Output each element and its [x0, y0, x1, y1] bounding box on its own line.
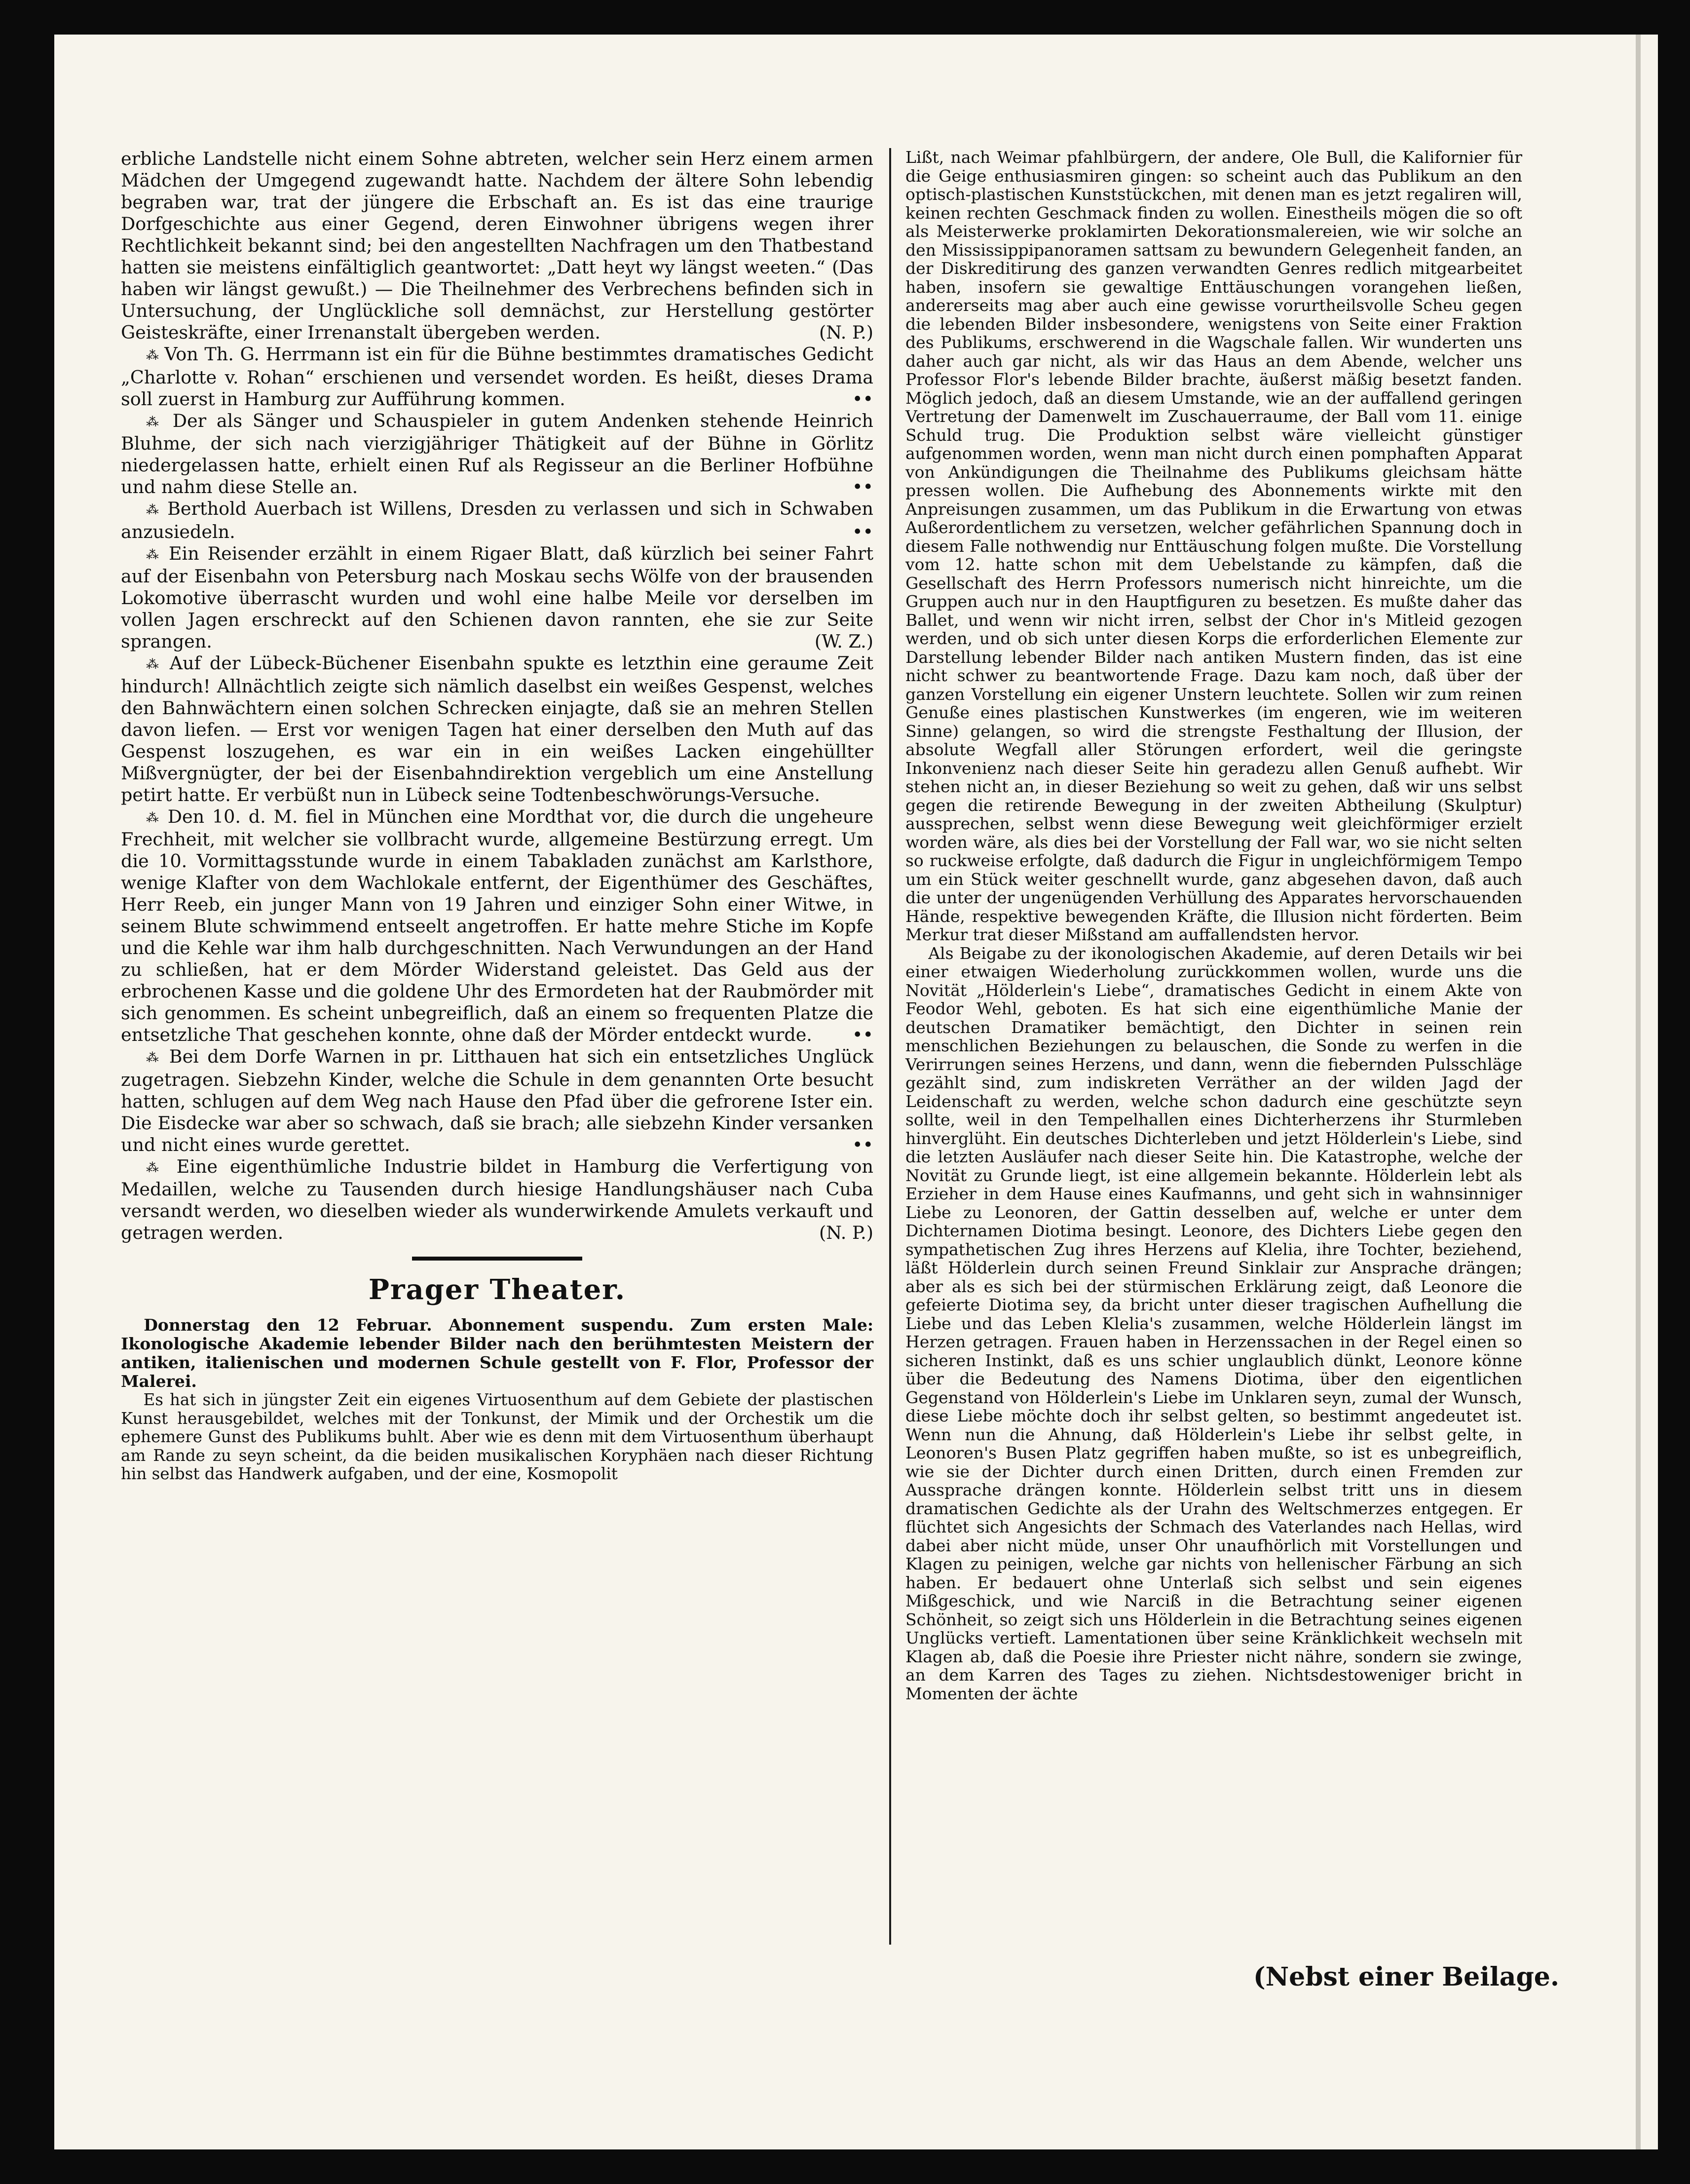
review-paragraph: Als Beigabe zu der ikonologischen Akademie, auf deren Details wir bei einer etwaigen Wiederholung zurückkommen wollen, wurde uns die Novität „Hölderlein's Liebe“, dramatisches Gedicht in einem Akte von Feodor Wehl, geboten. Es hat sich eine eigenthümliche Manie der deutschen Dramatiker bemächtigt, den Dichter in seinen rein menschlichen Beziehungen zu belauschen, die Sonde zu werfen in die Verirrungen seines Herzens, und dann, wenn die fiebernden Pulsschläge gezählt sind, zum indiskreten Verräther an der wilden Jagd der Leidenschaft zu werden, welche schon dadurch eine geschützte seyn sollte, weil in den Tempelhallen eines Dichterherzens ihr Sturmleben hinverglüht. Ein deutsches Dichterleben und jetzt Hölderlein's Liebe, sind die letzten Ausläufer nach dieser Seite hin. Die Katastrophe, welche der Novität zu Grunde liegt, ist eine allgemein bekannte. Hölderlein lebt als Erzieher in dem Hause eines Kaufmanns, und geht sich in wahnsinniger Liebe zu Leonoren, der Gattin desselben auf, welche er unter dem Dichternamen Diotima besingt. Leonore, des Dichters Liebe gegen den sympathetischen Zug ihres Herzens auf Klelia, ihre Tochter, beziehend, läßt Hölderlein durch seinen Freund Sinklair zur Ansprache drängen; aber als es sich bei der stürmischen Erklärung zeigt, daß Leonore die gefeierte Diotima sey, da bricht unter dieser tragischen Aufhellung die Liebe und das Leben Klelia's zusammen, welche Hölderlein längst im Herzen getragen. Frauen haben in Herzenssachen in der Regel einen so sicheren Instinkt, daß es uns schier unglaublich dünkt, Leonore könne über die Bedeutung des Namens Diotima, über den eigentlichen Gegenstand von Hölderlein's Liebe im Unklaren seyn, zumal der Wunsch, diese Liebe möchte doch ihr selbst gelten, so bestimmt angedeutet ist. Wenn nun die Ahnung, daß Hölderlein's Liebe ihr selbst gelte, in Leonoren's Busen Platz gegriffen haben mußte, so ist es unbegreiflich, wie sie der Dichter durch einen Dritten, durch einen Fremden zur Aussprache drängen konnte. Hölderlein selbst tritt uns in diesem dramatischen Gedichte als der Urahn des Weltschmerzes entgegen. Er flüchtet sich Angesichts der Schmach des Vaterlandes nach Hellas, wird dabei aber nicht müde, unser Ohr unaufhörlich mit Vorstellungen und Klagen zu peinigen, welche gar nichts von hellenischer Färbung an sich haben. Er bedauert ohne Unterlaß sich selbst und sein eigenes Mißgeschick, und wie Narciß in die Betrachtung seiner eigenen Schönheit, so zeigt sich uns Hölderlein in die Betrachtung seines eigenen Unglücks vertieft. Lamentationen über seine Kränklichkeit wechseln mit Klagen ab, daß die Poesie ihre Priester nicht nähre, sondern sie zwinge, an dem Karren des Tages zu ziehen. Nichtsdestoweniger bricht in Momenten der ächte	[905, 943, 1522, 1703]
left-column	[121, 148, 873, 1484]
scan-border-bottom	[0, 2149, 1690, 2184]
source-mark: (N. P.)	[819, 1222, 873, 1243]
scan-border-left	[0, 0, 54, 2184]
news-item	[121, 543, 873, 653]
asterism-icon: ⁂	[146, 657, 161, 672]
news-item-text: Von Th. G. Herrmann ist ein für die Bühne bestimmtes dramatisches Gedicht „Charlotte v. Rohan“ erschienen und versendet worden. Es heißt, dieses Drama soll zuerst in Hamburg zur Aufführung kommen.	[121, 344, 874, 410]
news-item-text: Bei dem Dorfe Warnen in pr. Litthauen hat sich ein entsetzliches Unglück zugetragen. Siebzehn Kinder, welche die Schule in dem genannten Orte besucht hatten, schlugen auf dem Weg nach Hause den Pfad über die gefrorene Ister ein. Die Eisdecke war aber so schwach, daß sie brach; alle siebzehn Kinder versanken und nicht eines wurde gerettet.	[121, 1046, 873, 1155]
news-item	[121, 498, 873, 543]
page-edge	[1636, 35, 1641, 2149]
section-divider	[412, 1257, 582, 1261]
source-mark: (W. Z.)	[814, 631, 873, 652]
news-item	[121, 652, 873, 806]
news-item	[121, 344, 873, 410]
asterism-icon: ⁂	[146, 1160, 164, 1175]
news-item-text: Ein Reisender erzählt in einem Rigaer Blatt, daß kürzlich bei seiner Fahrt auf der Eisenbahn von Petersburg nach Moskau sechs Wölfe von der brausenden Lokomotive überrascht wurden und wohl eine halbe Meile vor derselben im vollen Jagen erschreckt auf den Schienen davon rannten, ehe sie zur Seite sprangen.	[121, 542, 874, 652]
source-mark: ••	[852, 1024, 873, 1045]
news-item-text: Berthold Auerbach ist Willens, Dresden zu verlassen und sich in Schwaben anzusiedeln.	[121, 498, 874, 542]
asterism-icon: ⁂	[146, 810, 160, 825]
theater-body: Es hat sich in jüngster Zeit ein eigenes Virtuosenthum auf dem Gebiete der plastischen Kunst herausgebildet, welches mit der Tonkunst, der Mimik und der Orchestik um die ephemere Gunst des Publikums buhlt. Aber wie es denn mit dem Virtuosenthum überhaupt am Rande zu seyn scheint, da die beiden musikalischen Koryphäen nach dieser Richtung hin selbst das Handwerk aufgaben, und der eine, Kosmopolit	[121, 1390, 873, 1483]
continuation-text: erbliche Landstelle nicht einem Sohne abtreten, welcher sein Herz einem armen Mädchen der Umgegend zugewandt hatte. Nachdem der ältere Sohn lebendig begraben war, trat der jüngere die Erbschaft an. Es ist das eine traurige Dorfgeschichte aus einer Gegend, deren Einwohner übrigens wegen ihrer Rechtlichkeit bekannt sind; bei den angestellten Nachfragen um den Thatbestand hatten sie meistens einfältiglich geantwortet: „Datt heyt wy längst weeten.“ (Das haben wir längst gewußt.) — Die Theilnehmer des Verbrechens befinden sich in Untersuchung, der Unglückliche soll demnächst, zur Herstellung gestörter Geisteskräfte, einer Irrenanstalt übergeben werden.	[121, 148, 873, 343]
asterism-icon: ⁂	[146, 1050, 161, 1066]
asterism-icon: ⁂	[146, 348, 158, 363]
news-item	[121, 410, 873, 498]
source-mark: ••	[852, 388, 873, 410]
source-mark: ••	[852, 521, 873, 542]
asterism-icon: ⁂	[146, 502, 160, 518]
source-mark: (N. P.)	[819, 322, 873, 343]
column-rule	[889, 148, 891, 1945]
news-item	[121, 1046, 873, 1156]
continuation-paragraph	[121, 148, 873, 344]
source-mark: ••	[852, 1134, 873, 1155]
theater-headline: Prager Theater.	[368, 1273, 626, 1306]
news-item-text: Der als Sänger und Schauspieler in gutem Andenken stehende Heinrich Bluhme, der sich nach vierzigjähriger Thätigkeit auf der Bühne in Görlitz niedergelassen hatte, erhielt einen Ruf als Regisseur an die Berliner Hofbühne und nahm diese Stelle an.	[121, 410, 874, 498]
news-item-text: Den 10. d. M. fiel in München eine Mordthat vor, die durch die ungeheure Frechheit, mit welcher sie vollbracht wurde, allgemeine Bestürzung erregt. Um die 10. Vormittagsstunde wurde in einem Tabakladen zunächst am Karlsthore, wenige Klafter von dem Wachlokale entfernt, der Eigenthümer des Geschäftes, Herr Reeb, ein junger Mann von 19 Jahren und einziger Sohn einer Witwe, in seinem Blute schwimmend entseelt angetroffen. Er hatte mehre Stiche im Kopfe und die Kehle war ihm halb durchgeschnitten. Nach Verwundungen an der Hand zu schließen, hat er dem Mörder Widerstand geleistet. Das Geld aus der erbrochenen Kasse und die goldene Uhr des Ermordeten hat der Raubmörder mit sich genommen. Es scheint unbegreiflich, daß an einem so frequenten Platze die entsetzliche That geschehen konnte, ohne daß der Mörder entdeckt wurde.	[121, 805, 874, 1045]
news-item	[121, 1156, 873, 1244]
review-paragraph: Lißt, nach Weimar pfahlbürgern, der andere, Ole Bull, die Kalifornier für die Geige enthusiasmiren gingen: so scheint auch das Publikum an den optisch-plastischen Kunststückchen, mit denen man es jetzt regaliren will, keinen rechten Geschmack finden zu wollen. Einestheils mögen die so oft als Meisterwerke proklamirten Dekorationsmalereien, wie wir solche an den Mississippipanoramen sattsam zu bewundern Gelegenheit fanden, an der Diskreditirung des ganzen verwandten Genres redlich mitgearbeitet haben, insofern sie gewaltige Enttäuschungen vorangehen ließen, andererseits mag aber auch eine gewisse vorurtheilsvolle Scheu gegen die lebenden Bilder insbesondere, wenigstens von Seite einer Fraktion des Publikums, erschwerend in die Wagschale fallen. Wir wunderten uns daher auch gar nicht, als wir das Haus an dem Abende, welcher uns Professor Flor's lebende Bilder brachte, äußerst mäßig besetzt fanden. Möglich jedoch, daß an diesem Umstande, wie an der auffallend geringen Vertretung der Damenwelt im Zuschauerraume, der Ball vom 11. einige Schuld trug. Die Produktion selbst wäre vielleicht günstiger aufgenommen worden, wenn man nicht durch einen pomphaften Apparat von Ankündigungen die Theilnahme des Publikums gleichsam hätte pressen wollen. Die Aufhebung des Abonnements wirkte mit den Anpreisungen zusammen, um das Publikum in die Erwartung von etwas Außerordentlichem zu versetzen, welcher gefährlichen Spannung doch in diesem Falle nothwendig nur Enttäuschung folgen mußte. Die Vorstellung vom 12. hatte schon mit dem Uebelstande zu kämpfen, daß die Gesellschaft des Herrn Professors numerisch nicht hinreichte, um die Gruppen auch nur in den Hauptfiguren zu besetzen. Es mußte daher das Ballet, und wenn wir nicht irren, selbst der Chor in's Mitleid gezogen werden, und ob sich unter diesen Korps die erforderlichen Elemente zur Darstellung lebender Bilder nach antiken Mustern finden, das ist eine nicht schwer zu beantwortende Frage. Dazu kam noch, daß über der ganzen Vorstellung ein eigener Unstern leuchtete. Sollen wir zum reinen Genuße eines plastischen Kunstwerkes (im engeren, wie im weiteren Sinne) gelangen, so wird die strengste Festhaltung der Illusion, der absolute Wegfall aller Störungen erfordert, weil die geringste Inkonvenienz nach dieser Seite hin geradezu allen Genuß aufhebt. Wir stehen nicht an, in dieser Beziehung so weit zu gehen, daß wir uns selbst gegen die retirende Bewegung in der zweiten Abtheilung (Skulptur) aussprechen, selbst wenn diese Bewegung weit gleichförmiger erzielt worden wäre, als dies bei der Vorstellung der Fall war, wo sie nicht selten so ruckweise erfolgte, daß dadurch die Figur in ungleichförmigem Tempo um ein Stück weiter geschnellt wurde, ganz abgesehen davon, daß auch die unter der ungenügenden Verhüllung des Apparates hervorschauenden Hände, respektive bewegenden Kräfte, die Illusion nicht förderten. Beim Merkur trat dieser Mißstand am auffallendsten hervor.	[905, 148, 1522, 944]
asterism-icon: ⁂	[146, 547, 160, 562]
right-column	[905, 148, 1522, 1703]
supplement-note: (Nebst einer Beilage.	[1253, 1962, 1559, 1992]
source-mark: ••	[852, 476, 873, 498]
news-item-text: Auf der Lübeck-Büchener Eisenbahn spukte es letzthin eine geraume Zeit hindurch! Allnächtlich zeigte sich nämlich daselbst ein weißes Gespenst, welches den Bahnwächtern einen solchen Schrecken einjagte, daß sie an mehren Stellen davon liefen. — Erst vor wenigen Tagen hat einer derselben den Muth auf das Gespenst loszugehen, es war ein in ein weißes Lacken eingehüllter Mißvergnügter, der bei der Eisenbahndirektion vergeblich um eine Anstellung petirt hatte. Er verbüßt nun in Lübeck seine Todtenbeschwörungs-Versuche.	[121, 652, 873, 805]
theater-lead: Donnerstag den 12 Februar. Abonnement suspendu. Zum ersten Male: Ikonologische Akademie lebender Bilder nach den berühmtesten Meistern der antiken, italienischen und modernen Schule gestellt von F. Flor, Professor der Malerei.	[121, 1315, 873, 1391]
scan-border-right	[1658, 0, 1690, 2184]
news-item-text: Eine eigenthümliche Industrie bildet in Hamburg die Verfertigung von Medaillen, welche zu Tausenden durch hiesige Handlungshäuser nach Cuba versandt werden, wo dieselben wieder als wunderwirkende Amulets verkauft und getragen werden.	[121, 1155, 873, 1243]
asterism-icon: ⁂	[146, 415, 162, 429]
news-item	[121, 806, 873, 1046]
scan-border-top	[0, 0, 1690, 35]
